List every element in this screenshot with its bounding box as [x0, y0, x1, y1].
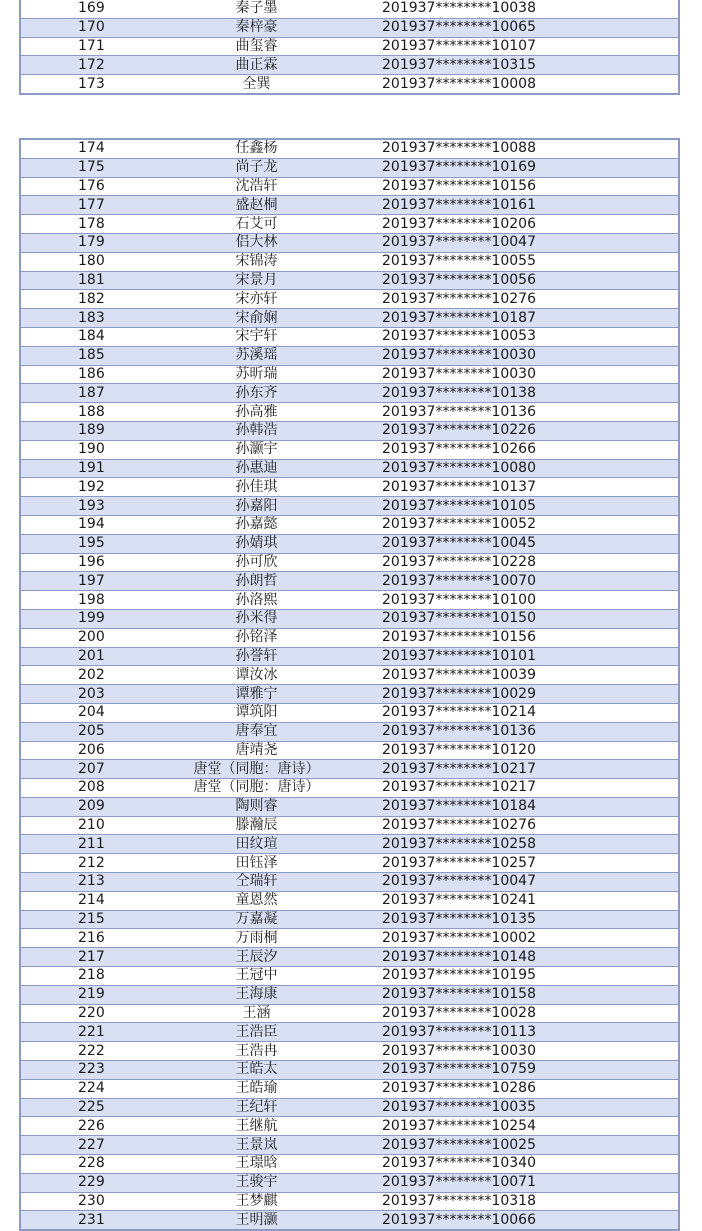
student-name: 王继航: [149, 1117, 364, 1136]
student-name: 孙灏宇: [149, 440, 364, 459]
student-id: 201937********10217: [364, 779, 679, 798]
table-row: [20, 497, 679, 516]
student-name: 孙嘉懿: [149, 515, 364, 534]
row-number: 205: [20, 722, 149, 741]
row-number: 184: [20, 327, 149, 346]
student-name: 宋景月: [149, 271, 364, 290]
student-id: 201937********10030: [364, 1042, 679, 1061]
row-number: 228: [20, 1155, 149, 1174]
table-row: [20, 290, 679, 309]
row-number: 187: [20, 384, 149, 403]
student-id: 201937********10315: [364, 56, 679, 75]
row-number: 213: [20, 873, 149, 892]
student-name: 孙东齐: [149, 384, 364, 403]
student-id: 201937********10138: [364, 384, 679, 403]
table-row: [20, 534, 679, 553]
row-number: 198: [20, 591, 149, 610]
student-id: 201937********10080: [364, 459, 679, 478]
student-name: 陶则睿: [149, 797, 364, 816]
row-number: 185: [20, 346, 149, 365]
student-name: 万嘉凝: [149, 910, 364, 929]
row-number: 189: [20, 421, 149, 440]
table-row: [20, 478, 679, 497]
student-id: 201937********10158: [364, 985, 679, 1004]
student-id: 201937********10228: [364, 553, 679, 572]
student-name: 王明灏: [149, 1211, 364, 1230]
student-name: 田纹瑄: [149, 835, 364, 854]
row-number: 170: [20, 18, 149, 37]
row-number: 214: [20, 891, 149, 910]
table-row: [20, 1098, 679, 1117]
student-id: 201937********10035: [364, 1098, 679, 1117]
row-number: 203: [20, 685, 149, 704]
table-row: [20, 196, 679, 215]
table-row: [20, 252, 679, 271]
table-row: [20, 1061, 679, 1080]
table-row: [20, 609, 679, 628]
table-row: [20, 891, 679, 910]
row-number: 227: [20, 1136, 149, 1155]
table-row: [20, 741, 679, 760]
student-name: 曲玺睿: [149, 37, 364, 56]
table-row: [20, 1136, 679, 1155]
table-row: [20, 403, 679, 422]
row-number: 174: [20, 139, 149, 158]
student-name: 王辰汐: [149, 948, 364, 967]
student-id: 201937********10187: [364, 309, 679, 328]
table-row: [20, 327, 679, 346]
student-name: 孙洛熙: [149, 591, 364, 610]
row-number: 210: [20, 816, 149, 835]
student-id: 201937********10066: [364, 1211, 679, 1230]
student-id: 201937********10100: [364, 591, 679, 610]
row-number: 176: [20, 177, 149, 196]
student-name: 唐奉宜: [149, 722, 364, 741]
table-row: [20, 440, 679, 459]
student-name: 任鑫杨: [149, 139, 364, 158]
row-number: 219: [20, 985, 149, 1004]
table-row: [20, 797, 679, 816]
table-row: [20, 910, 679, 929]
student-name: 王景岚: [149, 1136, 364, 1155]
table-row: [20, 591, 679, 610]
table-row: [20, 1211, 679, 1230]
student-name: 王骏宇: [149, 1173, 364, 1192]
student-id: 201937********10107: [364, 37, 679, 56]
student-name: 秦梓豪: [149, 18, 364, 37]
row-number: 230: [20, 1192, 149, 1211]
row-number: 180: [20, 252, 149, 271]
student-id: 201937********10254: [364, 1117, 679, 1136]
row-number: 193: [20, 497, 149, 516]
student-name: 孙米得: [149, 609, 364, 628]
table-row: [20, 929, 679, 948]
table-row: [20, 666, 679, 685]
student-name: 王皓太: [149, 1061, 364, 1080]
student-id: 201937********10030: [364, 346, 679, 365]
table-row: [20, 365, 679, 384]
student-name: 盛赵桐: [149, 196, 364, 215]
student-name: 孙誉轩: [149, 647, 364, 666]
table-row: [20, 346, 679, 365]
student-id: 201937********10241: [364, 891, 679, 910]
student-id: 201937********10047: [364, 233, 679, 252]
student-name: 谭汝冰: [149, 666, 364, 685]
student-name: 孙惠迪: [149, 459, 364, 478]
row-number: 225: [20, 1098, 149, 1117]
student-id: 201937********10217: [364, 760, 679, 779]
table-row: [20, 384, 679, 403]
row-number: 211: [20, 835, 149, 854]
student-id: 201937********10257: [364, 854, 679, 873]
row-number: 188: [20, 403, 149, 422]
student-name: 全巽: [149, 75, 364, 94]
table-row: [20, 1117, 679, 1136]
table-row: [20, 948, 679, 967]
student-id: 201937********10025: [364, 1136, 679, 1155]
table-row: [20, 0, 679, 18]
roster-table-main-body: [20, 139, 679, 1230]
student-name: 王冠中: [149, 967, 364, 986]
student-id: 201937********10148: [364, 948, 679, 967]
table-row: [20, 835, 679, 854]
student-id: 201937********10120: [364, 741, 679, 760]
row-number: 196: [20, 553, 149, 572]
table-row: [20, 18, 679, 37]
table-row: [20, 309, 679, 328]
student-name: 王浩臣: [149, 1023, 364, 1042]
student-id: 201937********10053: [364, 327, 679, 346]
student-id: 201937********10206: [364, 215, 679, 234]
table-row: [20, 75, 679, 94]
student-name: 宋亦轩: [149, 290, 364, 309]
student-name: 侣大林: [149, 233, 364, 252]
row-number: 220: [20, 1004, 149, 1023]
student-id: 201937********10113: [364, 1023, 679, 1042]
table-row: [20, 1004, 679, 1023]
table-row: [20, 1155, 679, 1174]
student-name: 王海康: [149, 985, 364, 1004]
student-id: 201937********10286: [364, 1079, 679, 1098]
roster-table-top: [19, 0, 680, 95]
table-row: [20, 158, 679, 177]
table-row: [20, 459, 679, 478]
student-id: 201937********10276: [364, 290, 679, 309]
student-id: 201937********10136: [364, 722, 679, 741]
row-number: 215: [20, 910, 149, 929]
student-name: 曲正霖: [149, 56, 364, 75]
table-row: [20, 854, 679, 873]
student-id: 201937********10340: [364, 1155, 679, 1174]
row-number: 200: [20, 628, 149, 647]
student-name: 王梦麒: [149, 1192, 364, 1211]
row-number: 175: [20, 158, 149, 177]
student-name: 仝瑞轩: [149, 873, 364, 892]
student-name: 王皓瑜: [149, 1079, 364, 1098]
student-name: 万雨桐: [149, 929, 364, 948]
row-number: 197: [20, 572, 149, 591]
student-id: 201937********10029: [364, 685, 679, 704]
row-number: 204: [20, 703, 149, 722]
student-name: 孙婧琪: [149, 534, 364, 553]
student-id: 201937********10195: [364, 967, 679, 986]
student-name: 童恩然: [149, 891, 364, 910]
table-row: [20, 1192, 679, 1211]
table-row: [20, 873, 679, 892]
row-number: 199: [20, 609, 149, 628]
row-number: 223: [20, 1061, 149, 1080]
student-name: 孙嘉阳: [149, 497, 364, 516]
student-id: 201937********10088: [364, 139, 679, 158]
row-number: 181: [20, 271, 149, 290]
student-name: 孙佳琪: [149, 478, 364, 497]
student-id: 201937********10038: [364, 0, 679, 18]
student-id: 201937********10047: [364, 873, 679, 892]
row-number: 178: [20, 215, 149, 234]
roster-table-main: [19, 138, 680, 1231]
table-row: [20, 985, 679, 1004]
row-number: 207: [20, 760, 149, 779]
row-number: 218: [20, 967, 149, 986]
student-name: 唐靖尧: [149, 741, 364, 760]
student-id: 201937********10105: [364, 497, 679, 516]
row-number: 222: [20, 1042, 149, 1061]
row-number: 202: [20, 666, 149, 685]
table-row: [20, 779, 679, 798]
student-name: 王纪轩: [149, 1098, 364, 1117]
student-id: 201937********10008: [364, 75, 679, 94]
row-number: 208: [20, 779, 149, 798]
student-name: 滕瀚辰: [149, 816, 364, 835]
table-row: [20, 421, 679, 440]
table-row: [20, 1079, 679, 1098]
row-number: 191: [20, 459, 149, 478]
row-number: 206: [20, 741, 149, 760]
student-id: 201937********10276: [364, 816, 679, 835]
row-number: 195: [20, 534, 149, 553]
table-row: [20, 760, 679, 779]
student-name: 王璟晗: [149, 1155, 364, 1174]
table-row: [20, 647, 679, 666]
table-row: [20, 1042, 679, 1061]
table-row: [20, 139, 679, 158]
student-name: 唐堂（同胞：唐诗）: [149, 779, 364, 798]
student-id: 201937********10045: [364, 534, 679, 553]
row-number: 190: [20, 440, 149, 459]
student-name: 苏昕瑞: [149, 365, 364, 384]
student-name: 宋宇轩: [149, 327, 364, 346]
student-name: 谭雅宁: [149, 685, 364, 704]
student-name: 石艾可: [149, 215, 364, 234]
student-name: 秦子墨: [149, 0, 364, 18]
student-name: 谭筑阳: [149, 703, 364, 722]
row-number: 226: [20, 1117, 149, 1136]
student-id: 201937********10136: [364, 403, 679, 422]
table-row: [20, 515, 679, 534]
table-row: [20, 572, 679, 591]
row-number: 183: [20, 309, 149, 328]
table-row: [20, 685, 679, 704]
student-id: 201937********10258: [364, 835, 679, 854]
row-number: 221: [20, 1023, 149, 1042]
table-row: [20, 37, 679, 56]
row-number: 173: [20, 75, 149, 94]
student-id: 201937********10156: [364, 628, 679, 647]
student-id: 201937********10161: [364, 196, 679, 215]
student-name: 孙韩浩: [149, 421, 364, 440]
student-name: 沈浩轩: [149, 177, 364, 196]
table-row: [20, 56, 679, 75]
row-number: 216: [20, 929, 149, 948]
student-id: 201937********10137: [364, 478, 679, 497]
row-number: 212: [20, 854, 149, 873]
student-id: 201937********10028: [364, 1004, 679, 1023]
row-number: 194: [20, 515, 149, 534]
row-number: 177: [20, 196, 149, 215]
student-id: 201937********10169: [364, 158, 679, 177]
table-row: [20, 271, 679, 290]
student-id: 201937********10030: [364, 365, 679, 384]
student-name: 王浩冉: [149, 1042, 364, 1061]
student-name: 孙可欣: [149, 553, 364, 572]
student-id: 201937********10214: [364, 703, 679, 722]
table-row: [20, 816, 679, 835]
student-id: 201937********10052: [364, 515, 679, 534]
table-row: [20, 967, 679, 986]
row-number: 231: [20, 1211, 149, 1230]
row-number: 179: [20, 233, 149, 252]
student-id: 201937********10266: [364, 440, 679, 459]
row-number: 229: [20, 1173, 149, 1192]
student-id: 201937********10070: [364, 572, 679, 591]
row-number: 192: [20, 478, 149, 497]
student-name: 王涵: [149, 1004, 364, 1023]
student-name: 宋俞娴: [149, 309, 364, 328]
row-number: 171: [20, 37, 149, 56]
table-row: [20, 1023, 679, 1042]
row-number: 182: [20, 290, 149, 309]
roster-table-top-body: [20, 0, 679, 94]
table-row: [20, 628, 679, 647]
student-name: 田钰泽: [149, 854, 364, 873]
student-name: 唐堂（同胞：唐诗）: [149, 760, 364, 779]
row-number: 224: [20, 1079, 149, 1098]
student-id: 201937********10150: [364, 609, 679, 628]
student-id: 201937********10065: [364, 18, 679, 37]
table-row: [20, 703, 679, 722]
table-row: [20, 553, 679, 572]
table-row: [20, 1173, 679, 1192]
student-id: 201937********10039: [364, 666, 679, 685]
student-id: 201937********10135: [364, 910, 679, 929]
table-row: [20, 233, 679, 252]
student-id: 201937********10156: [364, 177, 679, 196]
table-row: [20, 177, 679, 196]
row-number: 201: [20, 647, 149, 666]
student-id: 201937********10759: [364, 1061, 679, 1080]
student-name: 尚子龙: [149, 158, 364, 177]
student-id: 201937********10184: [364, 797, 679, 816]
student-id: 201937********10226: [364, 421, 679, 440]
student-id: 201937********10055: [364, 252, 679, 271]
student-name: 宋锦涛: [149, 252, 364, 271]
student-id: 201937********10002: [364, 929, 679, 948]
student-name: 孙朗哲: [149, 572, 364, 591]
table-row: [20, 215, 679, 234]
row-number: 217: [20, 948, 149, 967]
student-id: 201937********10101: [364, 647, 679, 666]
student-name: 孙铭泽: [149, 628, 364, 647]
student-name: 孙高雅: [149, 403, 364, 422]
student-id: 201937********10071: [364, 1173, 679, 1192]
row-number: 172: [20, 56, 149, 75]
row-number: 169: [20, 0, 149, 18]
row-number: 209: [20, 797, 149, 816]
table-row: [20, 722, 679, 741]
row-number: 186: [20, 365, 149, 384]
student-id: 201937********10056: [364, 271, 679, 290]
student-id: 201937********10318: [364, 1192, 679, 1211]
student-name: 苏溪瑶: [149, 346, 364, 365]
